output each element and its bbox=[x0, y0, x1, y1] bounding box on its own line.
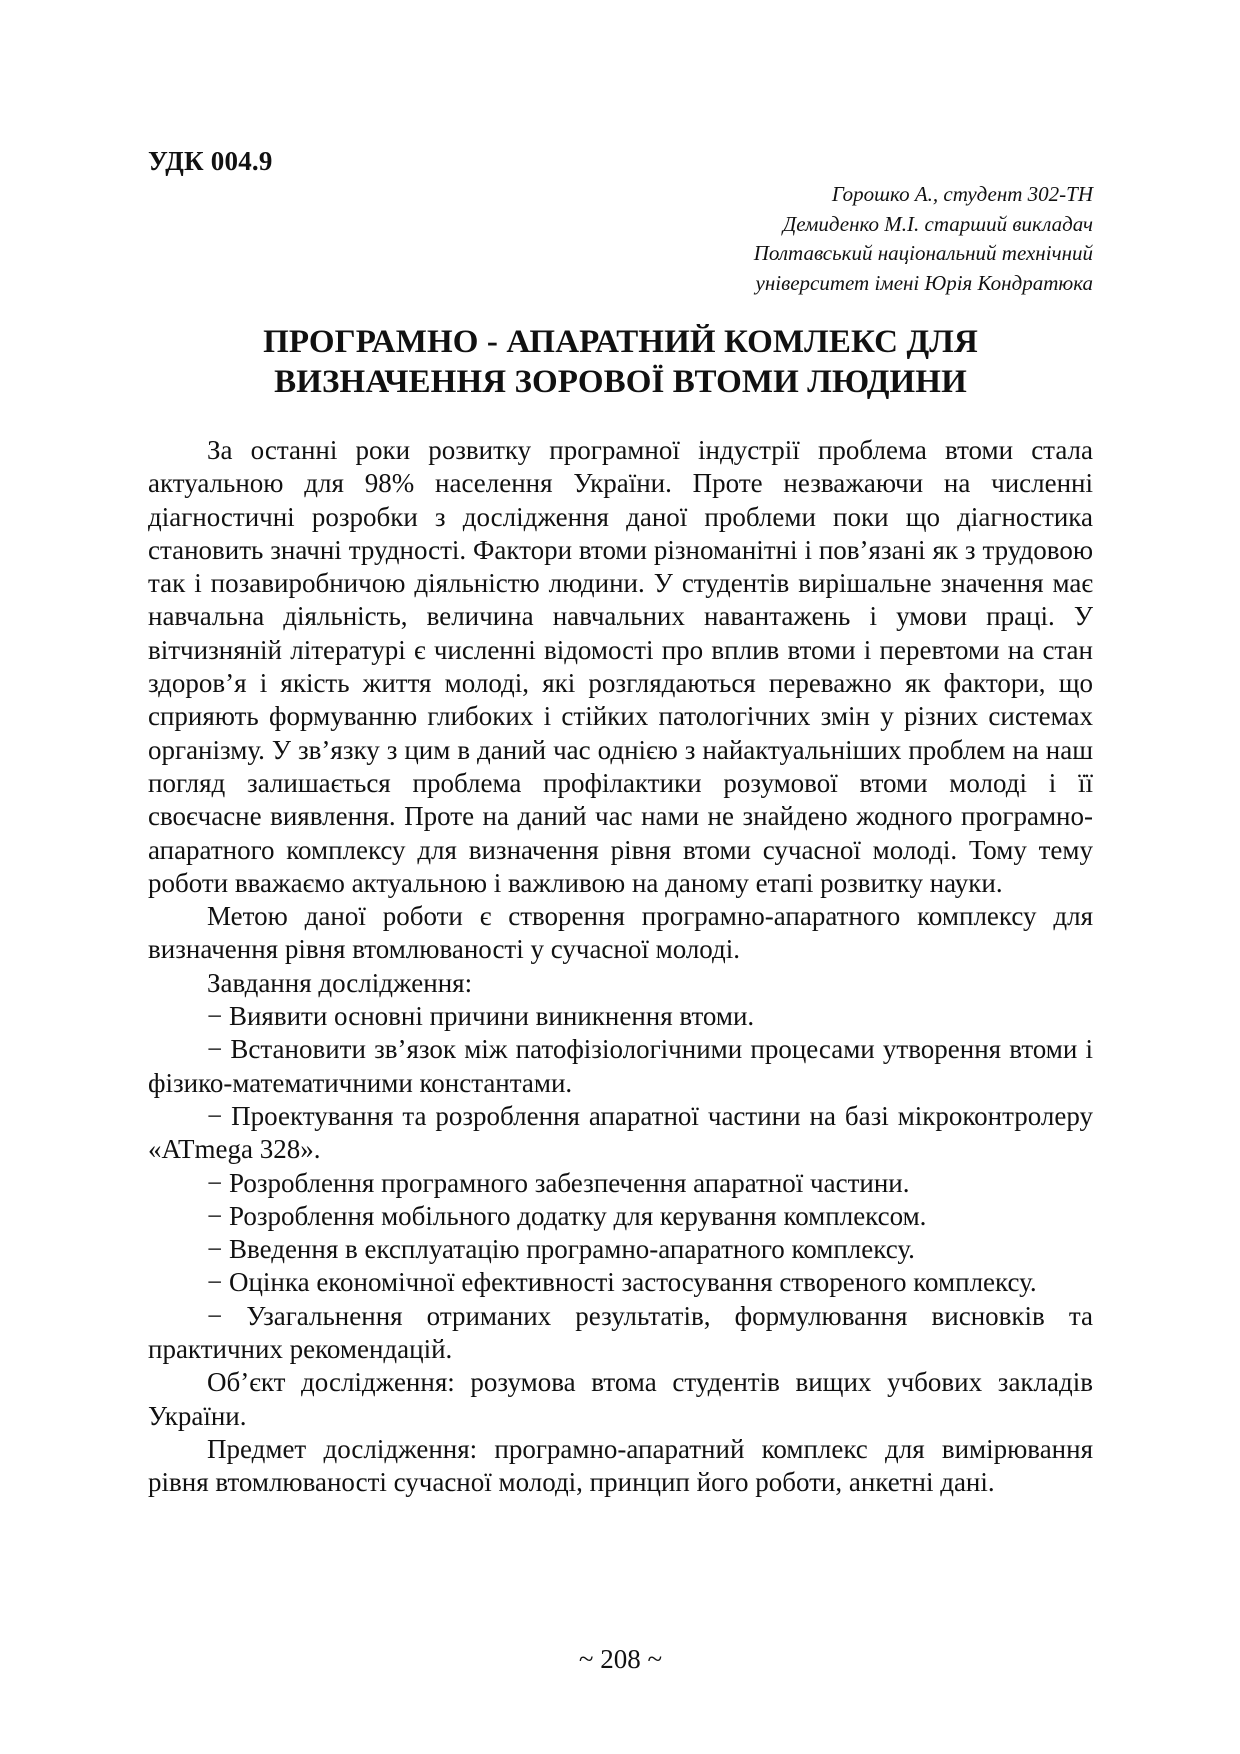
affiliation-line: університет імені Юрія Кондратюка bbox=[755, 270, 1093, 295]
task-item: − Оцінка економічної ефективності застосування створеного комплексу. bbox=[207, 1267, 1037, 1298]
task-item: − Розроблення програмного забезпечення апаратної частини. bbox=[207, 1167, 910, 1198]
page-number: ~ 208 ~ bbox=[578, 1644, 663, 1674]
task-item: − Проектування та розроблення апаратної частини на базі мікроконтролеру «ATmega 328». bbox=[148, 1100, 1093, 1165]
subject-paragraph: Предмет дослідження: програмно-апаратний комплекс для вимірювання рівня втомлюваності сучасної молоді, принцип його роботи, анкетні дані. bbox=[148, 1433, 1093, 1498]
affiliation-line: Полтавський національний технічний bbox=[753, 241, 1093, 265]
title-line: ВИЗНАЧЕННЯ ЗОРОВОЇ ВТОМИ ЛЮДИНИ bbox=[274, 364, 967, 400]
document-page bbox=[148, 0, 1093, 1754]
tasks-heading: Завдання дослідження: bbox=[207, 967, 473, 998]
task-item: − Встановити зв’язок між патофізіологічними процесами утворення втоми і фізико-математичними константами. bbox=[148, 1034, 1093, 1098]
task-item: − Узагальнення отриманих результатів, формулювання висновків та практичних рекомендацій. bbox=[148, 1300, 1093, 1365]
author-line: Горошко А., студент 302-ТН bbox=[831, 182, 1093, 206]
paper-title bbox=[148, 322, 1093, 402]
paper-body bbox=[148, 434, 1093, 1500]
udk-code: УДК 004.9 bbox=[148, 146, 273, 176]
author-line: Демиденко М.І. старший викладач bbox=[782, 211, 1093, 236]
author-block bbox=[754, 180, 1093, 298]
goal-paragraph: Метою даної роботи є створення програмно-апаратного комплексу для визначення рівня втомлюваності у сучасної молоді. bbox=[148, 901, 1093, 965]
task-item: − Виявити основні причини виникнення втоми. bbox=[207, 1001, 755, 1032]
task-item: − Розроблення мобільного додатку для керування комплексом. bbox=[207, 1200, 927, 1231]
object-paragraph: Об’єкт дослідження: розумова втома студентів вищих учбових закладів України. bbox=[148, 1367, 1093, 1431]
title-line: ПРОГРАМНО - АПАРАТНИЙ КОМЛЕКС ДЛЯ bbox=[263, 324, 978, 360]
intro-paragraph: За останні роки розвитку програмної індустрії проблема втоми стала актуальною для 98% населення України. Проте незважаючи на численні діагностичні розробки з дослідження даної проблеми поки що діагностика становить значні трудності. Фактори втоми різноманітні і пов’язані як з трудовою так і позавиробничою діяльністю людини. У студентів вирішальне значення має навчальна діяльність, величина навчальних навантажень і умови праці. У вітчизняній літературі є численні відомості про вплив втоми і перевтоми на стан здоров’я і якість життя молоді, які розглядаються переважно як фактори, що сприяють формуванню глибоких і стійких патологічних змін у різних системах організму. У зв’язку з цим в даний час однією з найактуальніших проблем на наш погляд залишається проблема профілактики розумової втоми молоді і її своєчасне виявлення. Проте на даний час нами не знайдено жодного програмно-апаратного комплексу для визначення рівня втоми сучасної молоді. Тому тему роботи вважаємо актуальною і важливою на даному етапі розвитку науки. bbox=[148, 435, 1093, 898]
task-item: − Введення в експлуатацію програмно-апаратного комплексу. bbox=[207, 1234, 915, 1265]
